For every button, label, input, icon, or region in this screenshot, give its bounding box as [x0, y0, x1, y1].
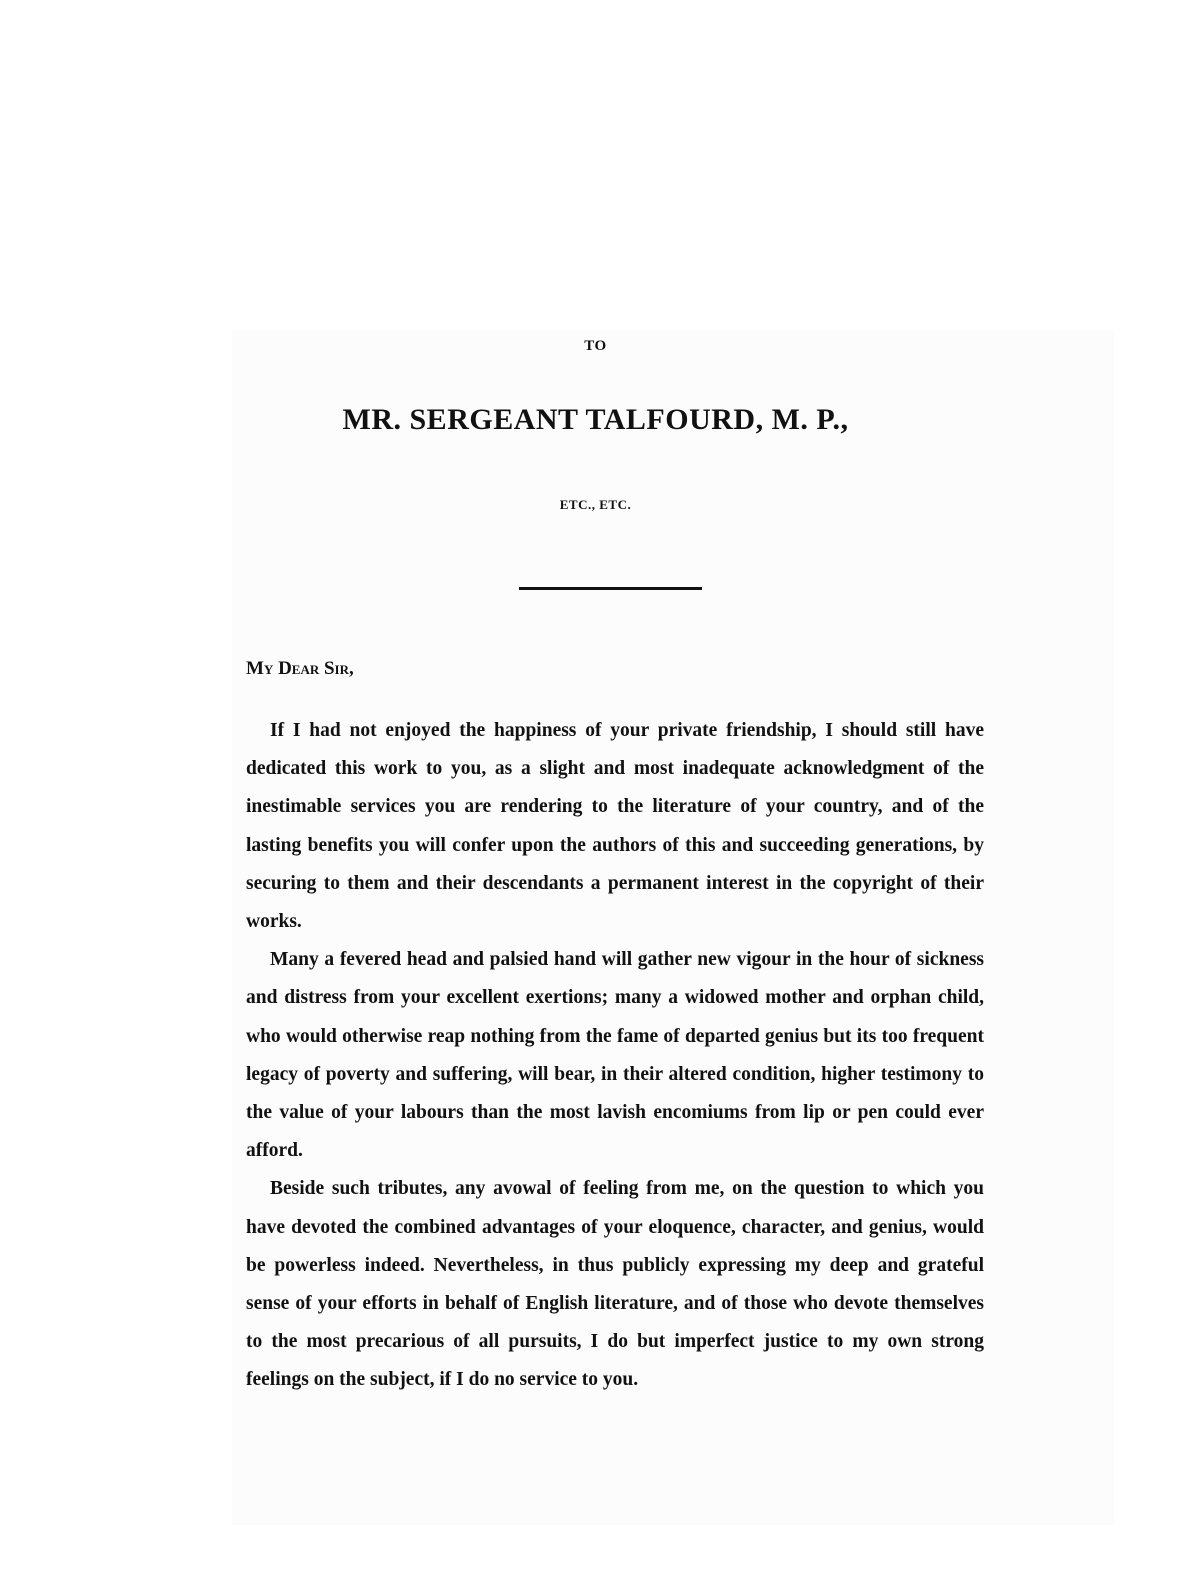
dedication-title: MR. SERGEANT TALFOURD, M. P.,	[342, 403, 849, 436]
paragraph-3: Beside such tributes, any avowal of feeling from me, on the question to which you have devoted the combined advantages of your eloquence, character, and genius, would be powerless indeed. Nevertheless, in thus publicly expressing my deep and grateful sense of your efforts in behalf of English literature, and of those who devote themselves to the most precarious of all pursuits, I do but imperfect justice to my own strong feelings on the subject, if I do no service to you.	[246, 1178, 984, 1391]
paragraph-2: Many a fevered head and palsied hand will gather new vigour in the hour of sickness and distress from your excellent exertions; many a widowed mother and orphan child, who would otherwise reap nothing from the fame of departed genius but its too frequent legacy of poverty and suffering, will bear, in their altered condition, higher testimony to the value of your labours than the most lavish encomiums from lip or pen could ever afford.	[246, 949, 984, 1162]
dedication-etc: ETC., ETC.	[559, 497, 632, 512]
dedication-to: TO	[584, 338, 607, 354]
paragraph-1: If I had not enjoyed the happiness of your private friendship, I should still have dedicated this work to you, as a slight and most inadequate acknowledgment of the inestimable services you are rendering to the literature of your country, and of the lasting benefits you will confer upon the authors of this and succeeding generations, by securing to them and their descendants a permanent interest in the copyright of their works.	[246, 720, 984, 933]
section-divider	[519, 587, 702, 590]
letter-body	[246, 712, 984, 1400]
letter-salutation: My Dear Sir,	[246, 658, 354, 679]
